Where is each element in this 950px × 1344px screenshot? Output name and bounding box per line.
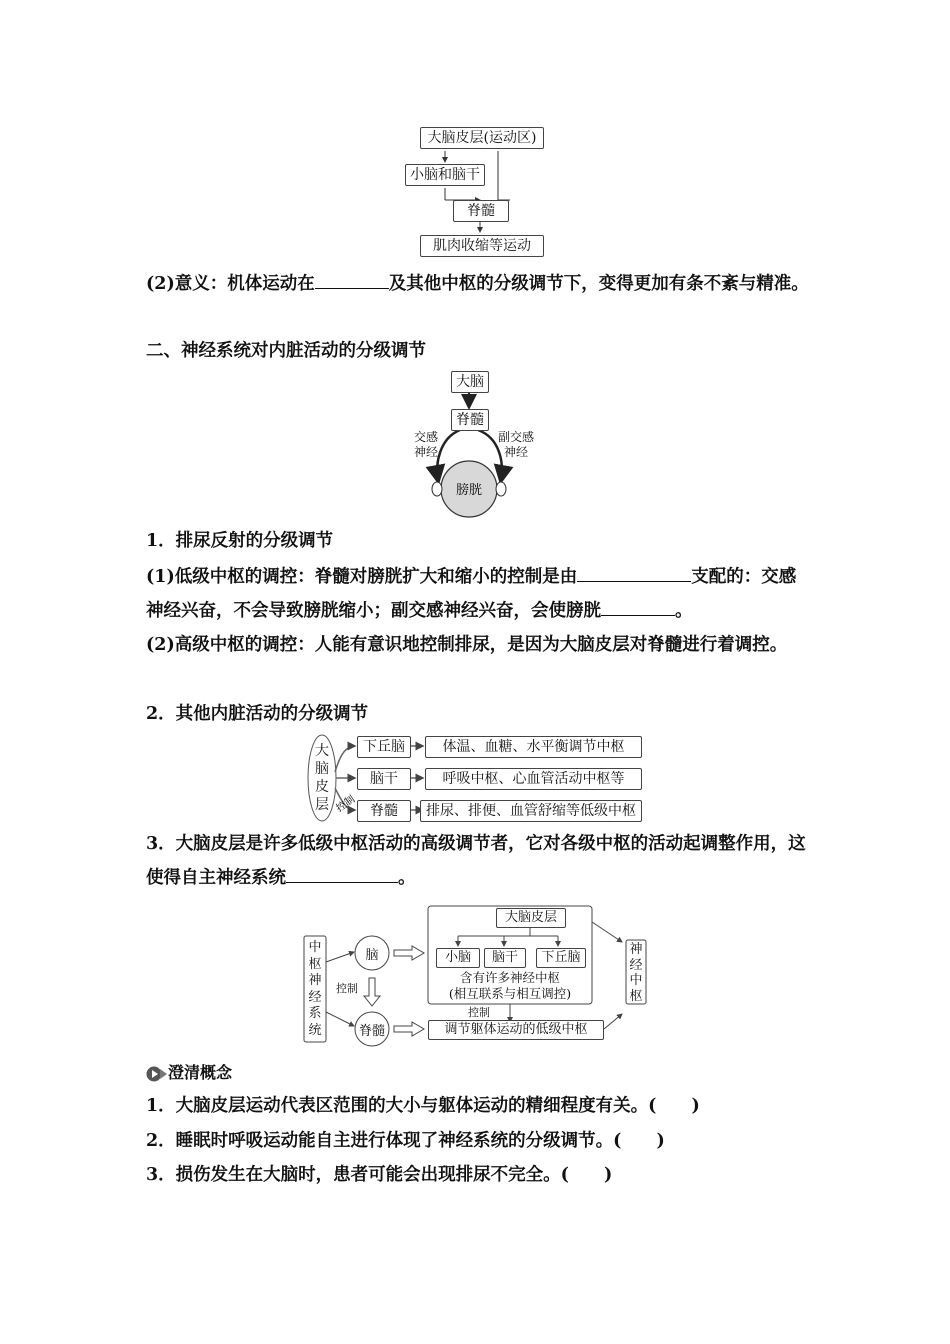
- brainstem-box: 脑干: [484, 948, 526, 968]
- autonomic-paragraph: [146, 827, 810, 895]
- cerebellum-box: 小脑: [436, 948, 480, 968]
- function-box: 呼吸中枢、心血管活动中枢等: [425, 768, 642, 790]
- para-text: 。: [398, 868, 416, 888]
- cortex-box: 大脑皮层: [496, 908, 566, 928]
- cns-diagram: [300, 902, 660, 1048]
- control-label: 控制: [334, 793, 358, 815]
- control-label: 控制: [468, 1006, 490, 1019]
- para-text: 及其他中枢的分级调节下，变得更加有条不紊与精准。: [388, 274, 809, 294]
- visceral-control-diagram: [305, 732, 645, 824]
- para-text: 3．大脑皮层是许多低级中枢活动的高级调节者，它对各级中枢的活动起调整作用，这使得自主神经系统: [146, 834, 806, 888]
- note-label: (相互联系与相互调控): [448, 986, 572, 1001]
- lower-center-box: 调节躯体运动的低级中枢: [428, 1020, 604, 1040]
- clarify-item: 2．睡眠时呼吸运动能自主进行体现了神经系统的分级调节。( ): [146, 1131, 665, 1151]
- heading-urination: 1．排尿反射的分级调节: [146, 531, 334, 551]
- heading-visceral: 2．其他内脏活动的分级调节: [146, 704, 369, 724]
- play-icon: [146, 1066, 168, 1082]
- spinal-cord-box: 脊髓: [453, 200, 509, 222]
- clarify-item: 1．大脑皮层运动代表区范围的大小与躯体运动的精细程度有关。( ): [146, 1096, 700, 1116]
- answer-blank[interactable]: [601, 595, 675, 616]
- clarify-title: 澄清概念: [168, 1063, 233, 1082]
- bladder-diagram: [400, 368, 550, 524]
- para-text: 支配的：交感神经兴奋，不会导致膀胱缩小；副交感神经兴奋，会使膀胱: [146, 567, 797, 621]
- brainstem-box: 脑干: [357, 768, 411, 790]
- para-text: (1)低级中枢的调控：脊髓对膀胱扩大和缩小的控制是由: [146, 567, 578, 587]
- center-label: 神经中枢: [629, 942, 643, 1004]
- high-center-paragraph: (2)高级中枢的调控：人能有意识地控制排尿，是因为大脑皮层对脊髓进行着调控。: [146, 635, 788, 655]
- bladder-label: 膀胱: [455, 483, 483, 498]
- para-text: (2)意义：机体运动在: [146, 274, 315, 294]
- cns-label: 中枢神经系统: [308, 940, 322, 1038]
- answer-blank[interactable]: [286, 862, 398, 883]
- significance-paragraph: [146, 267, 810, 301]
- function-box: 排尿、排便、血管舒缩等低级中枢: [420, 800, 642, 822]
- function-box: 体温、血糖、水平衡调节中枢: [425, 736, 642, 758]
- sympathetic-label: 交感神经: [413, 430, 438, 459]
- section2-title: 二、神经系统对内脏活动的分级调节: [146, 341, 426, 361]
- brain-box: 大脑: [451, 371, 489, 393]
- para-text: 。: [675, 601, 693, 621]
- hypothalamus-box: 下丘脑: [357, 736, 411, 758]
- brain-label: 脑: [365, 948, 379, 963]
- spinal-label: 脊髓: [358, 1024, 385, 1039]
- answer-blank[interactable]: [577, 561, 691, 582]
- motor-hierarchy-diagram: [400, 124, 560, 264]
- cortex-motor-box: 大脑皮层(运动区): [420, 127, 544, 149]
- muscle-box: 肌肉收缩等运动: [420, 235, 544, 257]
- spinal-box: 脊髓: [357, 800, 411, 822]
- cortex-label: 大脑皮层: [315, 743, 329, 813]
- control-label: 控制: [336, 982, 358, 995]
- low-center-paragraph: [146, 560, 810, 628]
- spinal-box: 脊髓: [451, 409, 489, 431]
- answer-blank[interactable]: [315, 268, 389, 289]
- cerebellum-brainstem-box: 小脑和脑干: [405, 164, 485, 186]
- note-label: 含有许多神经中枢: [459, 970, 560, 985]
- clarify-item: 3．损伤发生在大脑时，患者可能会出现排尿不完全。( ): [146, 1165, 613, 1185]
- parasympathetic-label: 副交感神经: [497, 430, 534, 459]
- hypothalamus-box: 下丘脑: [536, 948, 586, 968]
